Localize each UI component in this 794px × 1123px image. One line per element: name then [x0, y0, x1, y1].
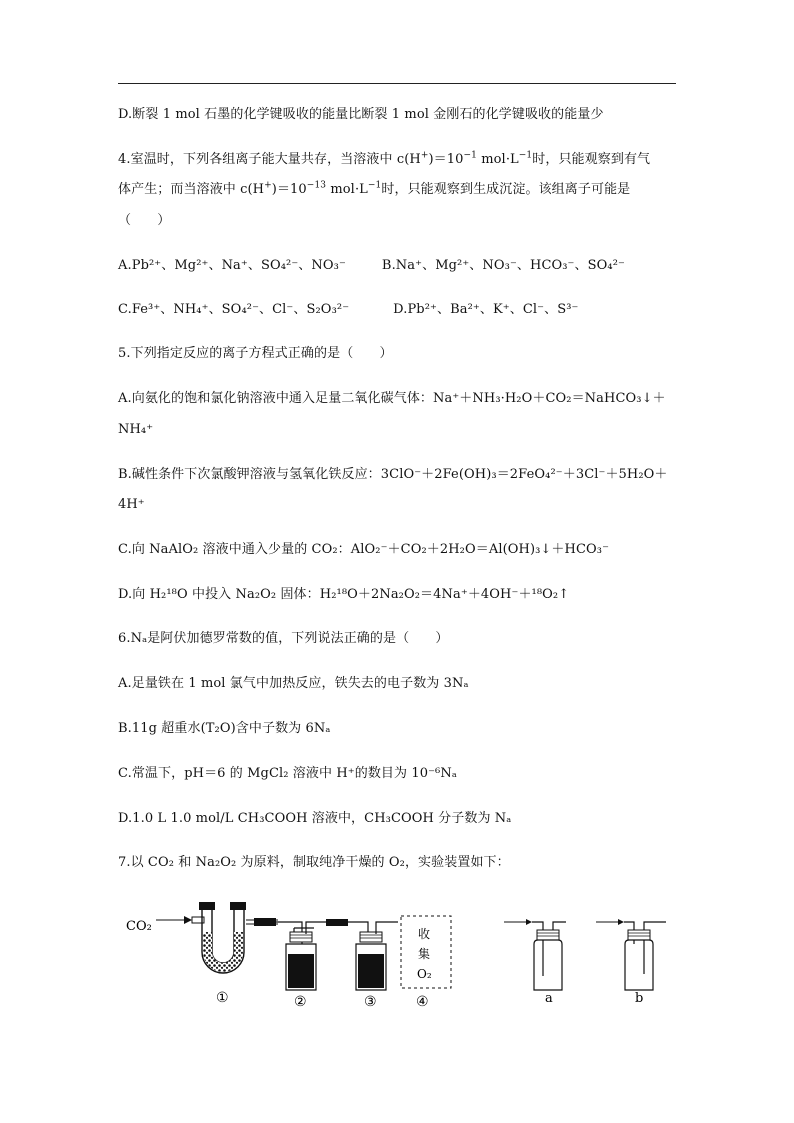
- u-tube-drying-tube: [199, 902, 246, 973]
- collect-char-2: 集: [418, 947, 431, 961]
- label-2: ②: [294, 994, 307, 1010]
- q4-option-c: C.Fe³⁺、NH₄⁺、SO₄²⁻、Cl⁻、S₂O₃²⁻: [118, 302, 350, 317]
- q4-stem-line1: 4.室温时，下列各组离子能大量共存，当溶液中 $c(H^+)=10^{-1}$ $mol\cdot L^{-1}$时，只能观察到有气: [118, 150, 651, 167]
- q7-stem: 7.以 CO₂ 和 Na₂O₂ 为原料，制取纯净干燥的 O₂，实验装置如下：: [118, 855, 510, 870]
- q5-option-b-line1: B.碱性条件下次氯酸钾溶液与氢氧化铁反应：3ClO⁻＋2Fe(OH)₃＝2FeO₄²⁻＋3Cl⁻＋5H₂O＋: [118, 467, 668, 482]
- q5-stem: 5.下列指定反应的离子方程式正确的是（ ）: [118, 346, 393, 361]
- q4-option-d: D.Pb²⁺、Ba²⁺、K⁺、Cl⁻、S³⁻: [393, 302, 579, 317]
- q5-option-a-line1: A.向氨化的饱和氯化钠溶液中通入足量二氧化碳气体：Na⁺＋NH₃·H₂O＋CO₂＝NaHCO₃↓＋: [118, 391, 666, 406]
- q6-stem: 6.Nₐ是阿伏加德罗常数的值，下列说法正确的是（ ）: [118, 631, 449, 646]
- collect-gas-label: O₂: [417, 967, 432, 981]
- q4-options-ab: [118, 258, 625, 274]
- collect-char-1: 收: [418, 927, 431, 941]
- gas-bottle-b: [596, 919, 666, 990]
- q4-option-a: A.Pb²⁺、Mg²⁺、Na⁺、SO₄²⁻、NO₃⁻: [118, 258, 346, 273]
- bottle-label-a: a: [545, 991, 553, 1006]
- label-3: ③: [364, 994, 377, 1010]
- bottle-label-b: b: [635, 991, 644, 1006]
- apparatus-figure: [118, 894, 678, 1014]
- q6-option-b: B.11g 超重水(T₂O)含中子数为 6Nₐ: [118, 721, 331, 736]
- label-1: ①: [216, 990, 229, 1006]
- q6-option-d: D.1.0 L 1.0 mol/L CH₃COOH 溶液中，CH₃COOH 分子数为 Nₐ: [118, 811, 512, 826]
- q5-option-c: C.向 NaAlO₂ 溶液中通入少量的 CO₂：AlO₂⁻＋CO₂＋2H₂O＝Al(OH)₃↓＋HCO₃⁻: [118, 542, 610, 557]
- wash-bottle-2: [286, 919, 348, 990]
- gas-bottle-a: [504, 919, 566, 990]
- collection-box: [401, 916, 451, 988]
- q6-option-c: C.常温下，pH＝6 的 MgCl₂ 溶液中 H⁺的数目为 10⁻⁶Nₐ: [118, 766, 457, 781]
- q5-option-a-line2: NH₄⁺: [118, 422, 154, 437]
- q4-answer-bracket: （ ）: [118, 213, 171, 228]
- header-rule: [118, 83, 676, 84]
- q3-option-d: D.断裂 1 mol 石墨的化学键吸收的能量比断裂 1 mol 金刚石的化学键吸收的能量少: [118, 107, 604, 122]
- inlet-arrow: [156, 916, 204, 924]
- q5-option-d: D.向 H₂¹⁸O 中投入 Na₂O₂ 固体：H₂¹⁸O＋2Na₂O₂＝4Na⁺＋4OH⁻＋¹⁸O₂↑: [118, 587, 570, 602]
- q6-option-a: A.足量铁在 1 mol 氯气中加热反应，铁失去的电子数为 3Nₐ: [118, 676, 469, 691]
- label-4: ④: [416, 994, 429, 1010]
- wash-bottle-3: [348, 922, 398, 990]
- q4-stem-line2: 体产生；而当溶液中 $c(H^+)=10^{-13}$ $mol\cdot L^{-1}$时，只能观察到生成沉淀。该组离子可能是: [118, 180, 631, 197]
- co2-inlet-label: CO₂: [126, 919, 152, 934]
- q4-option-b: B.Na⁺、Mg²⁺、NO₃⁻、HCO₃⁻、SO₄²⁻: [381, 258, 625, 273]
- q4-options-cd: [118, 302, 579, 318]
- q5-option-b-line2: 4H⁺: [118, 497, 145, 512]
